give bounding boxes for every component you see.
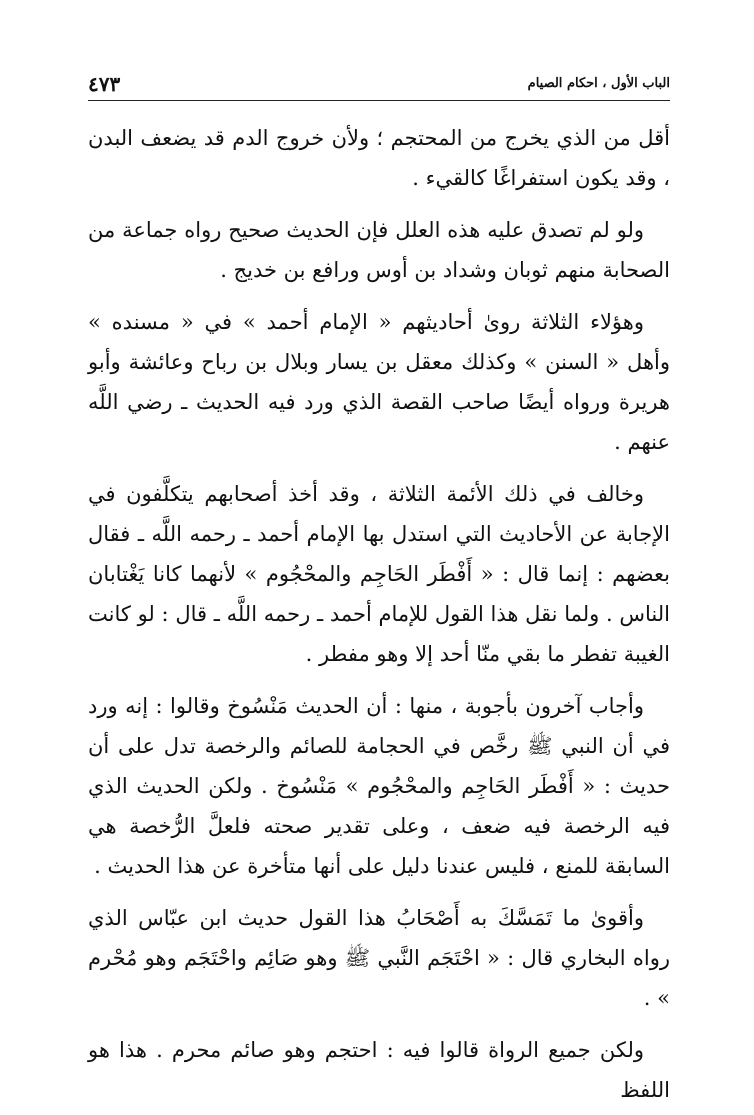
running-header: [88, 70, 670, 96]
paragraph: ولكن جميع الرواة قالوا فيه : احتجم وهو صائم محرم . هذا هو اللفظ: [88, 1038, 670, 1102]
paragraph: وأقوىٰ ما تَمَسَّكَ به أَصْحَابُ هذا القول حديث ابن عبّاس الذي رواه البخاري قال : « احْتَجَم النَّبي ﷺ وهو صَائِم واحْتَجَم وهو مُحْرم » .: [88, 906, 670, 1010]
header-divider: [88, 100, 670, 101]
page-number: ٤٧٣: [88, 72, 121, 96]
paragraph: وهؤلاء الثلاثة روىٰ أحاديثهم « الإمام أحمد » في « مسنده » وأهل « السنن » وكذلك معقل بن يسار وبلال بن رباح وعائشة وأبو هريرة ورواه أيضًا صاحب القصة الذي ورد فيه الحديث ـ رضي اللَّه عنهم .: [88, 310, 670, 454]
chapter-title: الباب الأول ، احكام الصيام: [527, 76, 670, 91]
paragraph: ولو لم تصدق عليه هذه العلل فإن الحديث صحيح رواه جماعة من الصحابة منهم ثوبان وشداد بن أوس ورافع بن خديج .: [88, 218, 670, 282]
paragraph: وخالف في ذلك الأئمة الثلاثة ، وقد أخذ أصحابهم يتكلَّفون في الإجابة عن الأحاديث التي استدل بها الإمام أحمد ـ رحمه اللَّه ـ فقال بعضهم : إنما قال : « أَفْطَر الحَاجِم والمحْجُوم » لأنهما كانا يَغْتابان الناس . ولما نقل هذا القول للإمام أحمد ـ رحمه اللَّه ـ قال : لو كانت الغيبة تفطر ما بقي منّا أحد إلا وهو مفطر .: [88, 482, 670, 666]
paragraph: أقل من الذي يخرج من المحتجم ؛ ولأن خروج الدم قد يضعف البدن ، وقد يكون استفراغًا كالقيء .: [88, 126, 670, 190]
paragraph: وأجاب آخرون بأجوبة ، منها : أن الحديث مَنْسُوخ وقالوا : إنه ورد في أن النبي ﷺ رخَّص في الحجامة للصائم والرخصة تدل على أن حديث : « أَفْطَر الحَاجِم والمحْجُوم » مَنْسُوخ . ولكن الحديث الذي فيه الرخصة فيه ضعف ، وعلى تقدير صحته فلعلَّ الرُّخصة هي السابقة للمنع ، فليس عندنا دليل على أنها متأخرة عن هذا الحديث .: [88, 694, 670, 878]
body-text: [88, 118, 670, 1110]
